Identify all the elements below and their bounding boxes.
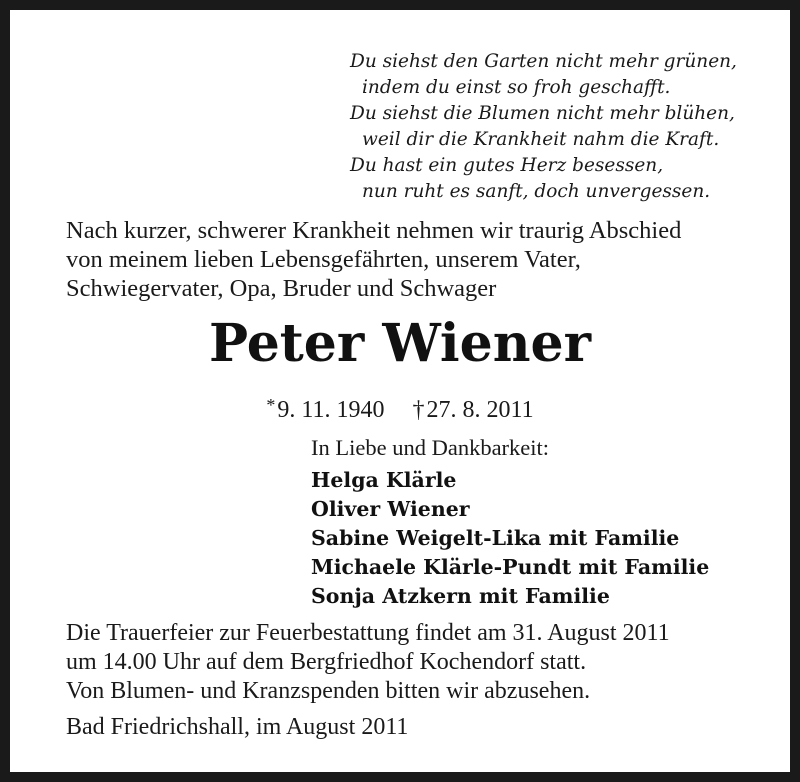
poem-line: Du siehst die Blumen nicht mehr blühen,	[350, 103, 735, 124]
obituary-notice	[10, 10, 790, 772]
ceremony-info	[66, 619, 670, 706]
deceased-name: Peter Wiener	[208, 313, 591, 374]
poem-verse	[350, 49, 737, 205]
ceremony-line: Die Trauerfeier zur Feuerbestattung findet am 31. August 2011	[66, 620, 670, 646]
intro-text	[66, 216, 681, 303]
place-date: Bad Friedrichshall, im August 2011	[66, 714, 409, 740]
intro-line: von meinem lieben Lebensgefährten, unserem Vater,	[66, 246, 581, 273]
death-cross-icon: †	[412, 397, 425, 423]
thanks-line: In Liebe und Dankbarkeit:	[311, 435, 550, 460]
poem-line: Du hast ein gutes Herz besessen,	[350, 155, 664, 176]
intro-line: Schwiegervater, Opa, Bruder und Schwager	[66, 275, 497, 302]
death-date: 27. 8. 2011	[426, 397, 534, 423]
poem-line: weil dir die Krankheit nahm die Kraft.	[362, 129, 720, 150]
life-dates	[10, 390, 790, 425]
mourner-name: Michaele Klärle-Pundt mit Familie	[311, 555, 710, 579]
mourner-name: Sabine Weigelt-Lika mit Familie	[311, 526, 680, 550]
mourners-list	[311, 466, 709, 611]
birth-date: 9. 11. 1940	[277, 397, 385, 423]
ceremony-line: um 14.00 Uhr auf dem Bergfriedhof Kochendorf statt.	[66, 649, 587, 675]
mourner-name: Helga Klärle	[311, 468, 457, 492]
poem-line: Du siehst den Garten nicht mehr grünen,	[350, 51, 737, 72]
mourner-name: Oliver Wiener	[311, 497, 470, 521]
ceremony-line: Von Blumen- und Kranzspenden bitten wir abzusehen.	[66, 678, 591, 704]
birth-symbol: *	[266, 395, 276, 415]
mourner-name: Sonja Atzkern mit Familie	[311, 584, 610, 608]
poem-line: indem du einst so froh geschafft.	[362, 77, 671, 98]
intro-line: Nach kurzer, schwerer Krankheit nehmen wir traurig Abschied	[66, 217, 682, 244]
poem-line: nun ruht es sanft, doch unvergessen.	[362, 181, 711, 202]
